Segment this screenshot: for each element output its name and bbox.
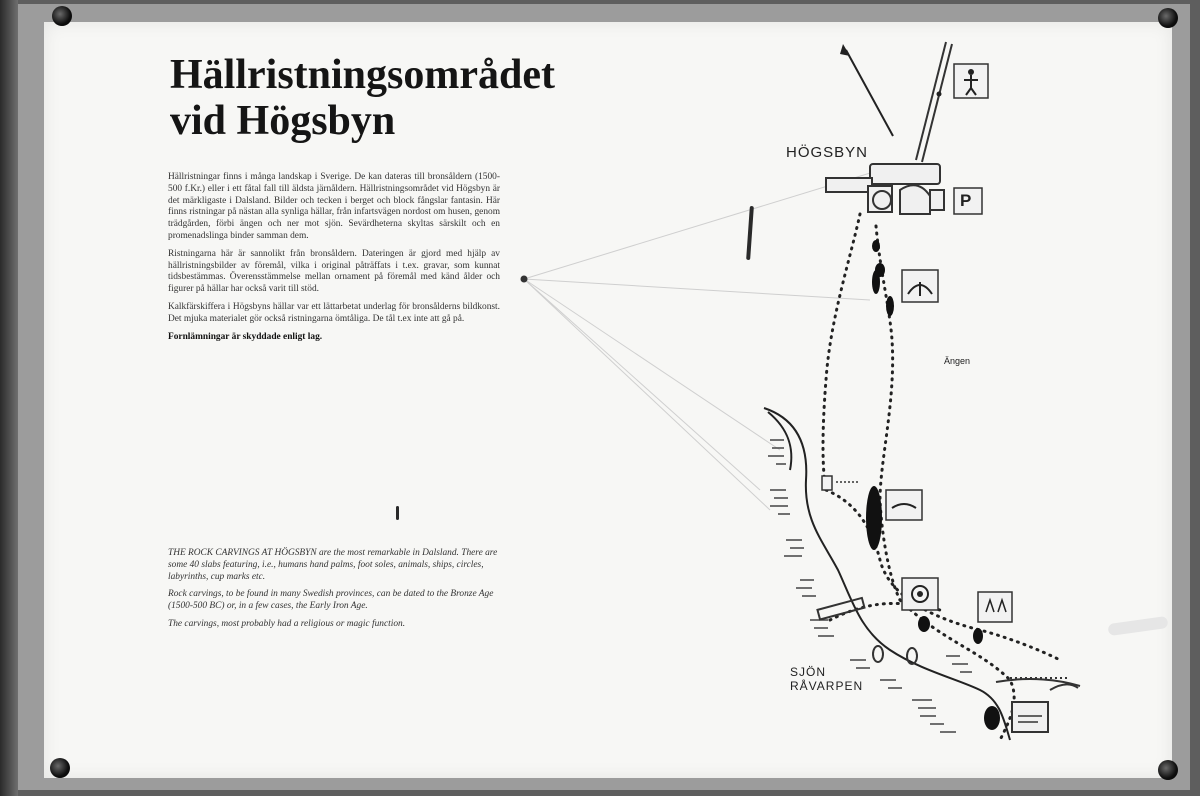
scratch-mark — [396, 506, 399, 520]
reflection-lines — [524, 170, 880, 510]
english-paragraph: THE ROCK CARVINGS AT HÖGSBYN are the most remarkable in Dalsland. There are some 40 slabs featuring, i.e., humans hand palms, foot soles, animals, ships, circles, labyrinths, cup marks etc. — [168, 548, 498, 582]
lake-label — [790, 665, 863, 693]
dock — [817, 598, 864, 620]
village-label: HÖGSBYN — [786, 144, 869, 161]
carving-panel-icon — [902, 270, 938, 302]
walking-trail — [823, 214, 1060, 740]
parking-symbol: P — [960, 191, 973, 210]
screw-point — [521, 276, 528, 283]
shore-building — [1012, 684, 1078, 732]
swedish-paragraph: Hällristningar finns i många landskap i Sverige. De kan dateras till bronsåldern (1500-500 f.Kr.) eller i ett fåtal fall till äldsta järnåldern. Hällristningsområdet vid Högsbyn är det märkligaste i Dalsland. Bilder och tecken i berget och block fångslar fantasin. Här finns ristningar på nästan alla synliga hällar, från infartsvägen nordost om husen, genom trädgården, förbi ängen och ner mot sjön. Sevärdheterna skyltas särskilt och en promenadslinga binder samman dem. — [168, 172, 500, 241]
title-line-2: vid Högsbyn — [170, 98, 396, 144]
english-paragraph: Rock carvings, to be found in many Swedish provinces, can be dated to the Bronze Age (1500-500 BC) or, in a few cases, the Early Iron Age. — [168, 589, 494, 612]
person-pictogram-icon — [954, 64, 988, 98]
small-marker — [822, 476, 860, 490]
meadow-label: Ängen — [944, 356, 971, 366]
carving-panel-icon — [886, 490, 922, 520]
lake-label-line-2: RÅVARPEN — [790, 679, 864, 693]
north-arrow-icon — [840, 44, 893, 136]
swedish-paragraph: Kalkfärskiffera i Högsbyns hällar var ett lättarbetat underlag för bronsålderns bildkonst. Det mjuka materialet gör också ristningarna ömtåliga. De tål t.ex inte att gå på. — [168, 301, 500, 324]
swedish-paragraph: Ristningarna här är sannolikt från bronsåldern. Dateringen är gjord med hjälp av hällristningsbilder av föremål, vilka i original påträffats i t.ex. gravar, som kunnat tidsbestämmas. Överensstämmelse mellan ornament på föremål med känd ålder och figurer på hällar har också varit till stöd. — [168, 248, 500, 295]
title-line-1: Hällristningsområdet — [170, 52, 555, 98]
access-road — [916, 42, 952, 162]
carving-panel-icon — [902, 578, 938, 610]
protection-notice: Fornlämningar är skyddade enligt lag. — [168, 331, 323, 342]
carving-panel-icon — [978, 592, 1012, 622]
village-buildings — [826, 164, 944, 214]
lake-label-line-1: SJÖN — [790, 665, 827, 679]
english-paragraph: The carvings, most probably had a religious or magic function. — [168, 618, 406, 629]
